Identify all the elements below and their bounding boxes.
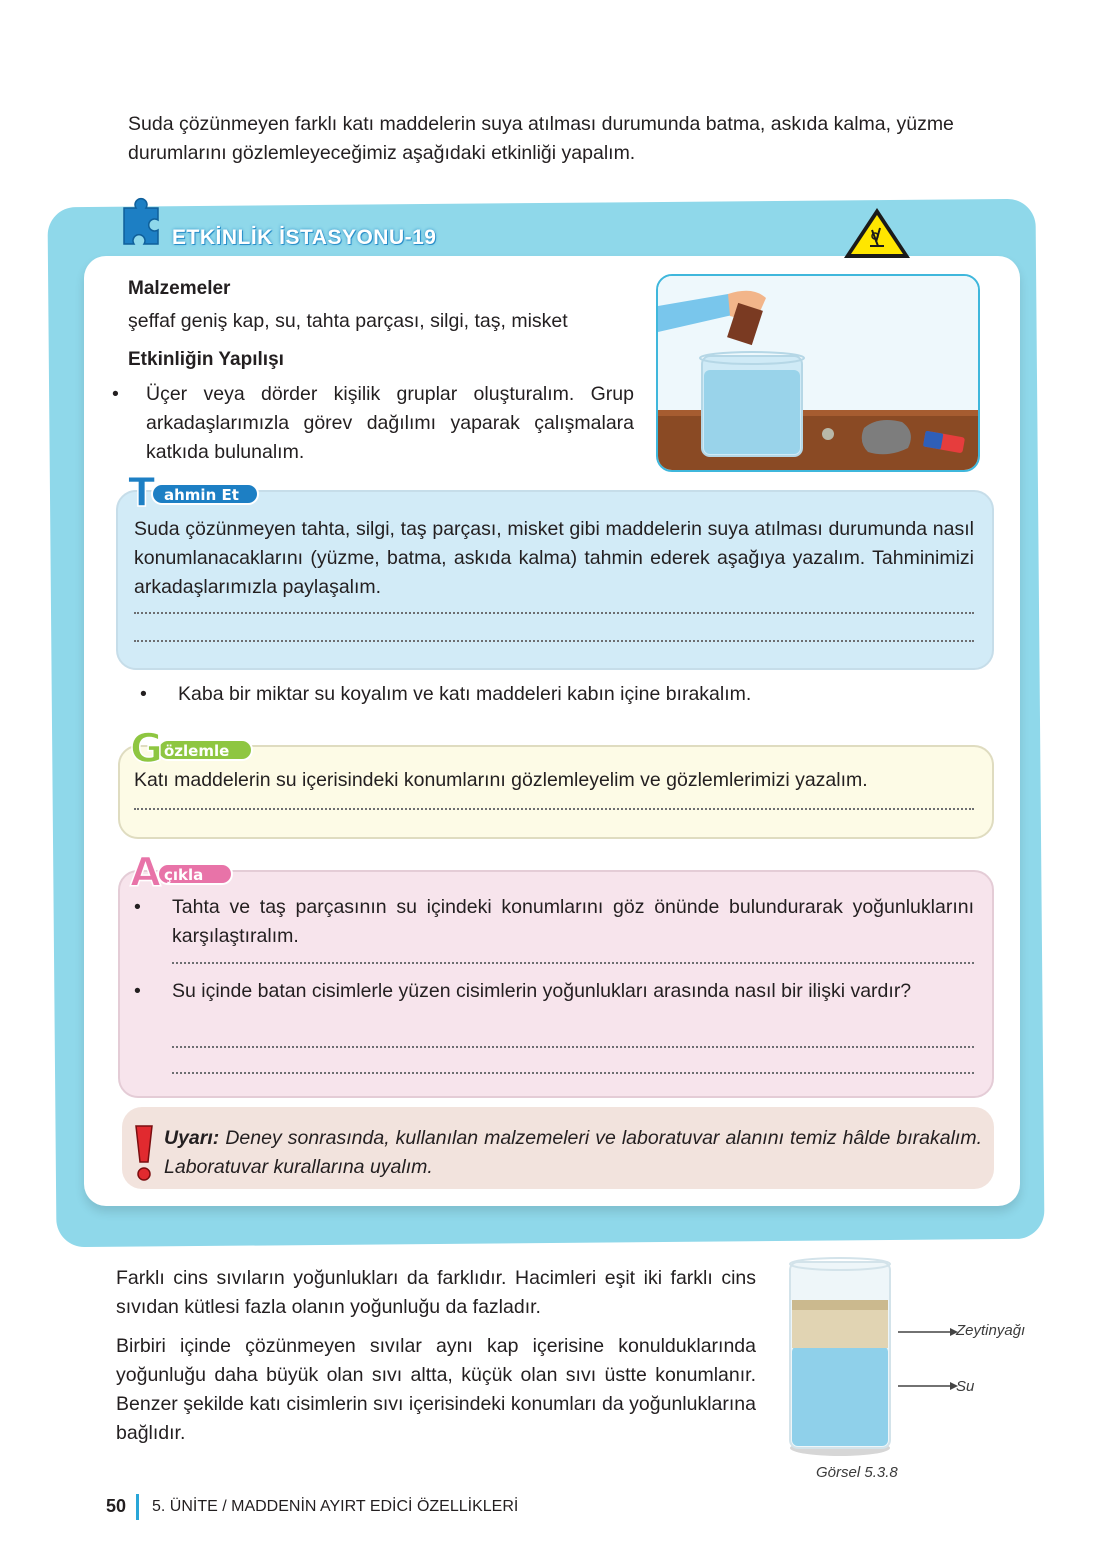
warning-body: Deney sonrasında, kullanılan malzemeleri ve laboratuvar alanını temiz hâlde bırakalım. Laboratuvar kurallarına uyalım.: [164, 1127, 982, 1178]
observe-initial: G: [130, 726, 163, 768]
observe-label: [128, 724, 258, 768]
explain-initial: A: [130, 850, 161, 892]
step2-bullet: • Kaba bir miktar su koyalım ve katı maddeleri kabın içine bırakalım.: [140, 680, 980, 709]
beaker-figure: [780, 1250, 960, 1460]
answer-line[interactable]: [134, 612, 974, 614]
explain-q2: • Su içinde batan cisimlerle yüzen cisimlerin yoğunlukları arasında nasıl bir ilişki vardır?: [134, 977, 974, 1006]
explain-q1-text: Tahta ve taş parçasının su içindeki konumlarını göz önünde bulundurarak yoğunluklarını karşılaştıralım.: [172, 896, 974, 947]
materials-text: şeffaf geniş kap, su, tahta parçası, silgi, taş, misket: [128, 310, 568, 332]
exclamation-icon: [132, 1122, 156, 1182]
answer-line[interactable]: [172, 1046, 974, 1048]
explain-q2-text: Su içinde batan cisimlerle yüzen cisimlerin yoğunlukları arasında nasıl bir ilişki vardır?: [172, 980, 912, 1002]
lower-text: [116, 1264, 756, 1448]
predict-label-rest: ahmin Et: [164, 486, 239, 504]
materials-heading: Malzemeler: [128, 278, 231, 299]
procedure-heading: Etkinliğin Yapılışı: [128, 349, 284, 370]
experiment-photo: [656, 274, 980, 472]
label-oil: Zeytinyağı: [956, 1322, 1026, 1339]
label-water: Su: [956, 1378, 975, 1395]
intro-paragraph: Suda çözünmeyen farklı katı maddelerin suya atılması durumunda batma, askıda kalma, yüzme durumlarını gözlemleyeceğimiz aşağıdaki etkinliği yapalım.: [128, 113, 954, 164]
lower-paragraph-2: Birbiri içinde çözünmeyen sıvılar aynı kap içerisine konulduklarında yoğunluğu daha büyük olan sıvı altta, küçük olan sıvı üstte konumlanır. Benzer şekilde katı cisimlerin sıvı içerisindeki konumları da yoğunluklarına bağlıdır.: [116, 1335, 756, 1444]
warning-label: Uyarı:: [164, 1127, 220, 1149]
procedure-bullet-text: Üçer veya dörder kişilik gruplar oluşturalım. Grup arkadaşlarımızla görev dağılımı yaparak çalışmalara katkıda bulunalım.: [146, 383, 634, 463]
predict-initial: T: [128, 470, 156, 512]
answer-line[interactable]: [172, 962, 974, 964]
footer-divider: [136, 1494, 139, 1520]
explain-q1: • Tahta ve taş parçasının su içindeki konumlarını göz önünde bulundurarak yoğunluklarını karşılaştıralım.: [134, 893, 974, 951]
answer-line[interactable]: [134, 808, 974, 810]
observe-text: Katı maddelerin su içerisindeki konumlarını gözlemleyelim ve gözlemlerimizi yazalım.: [134, 769, 868, 791]
procedure-bullet: • Üçer veya dörder kişilik gruplar oluşturalım. Grup arkadaşlarımızla görev dağılımı yaparak çalışmalara katkıda bulunalım.: [112, 380, 634, 467]
footer-unit-title: 5. ÜNİTE / MADDENİN AYIRT EDİCİ ÖZELLİKLERİ: [152, 1498, 519, 1515]
lower-paragraph-1: Farklı cins sıvıların yoğunlukları da farklıdır. Hacimleri eşit iki farklı cins sıvıdan kütlesi fazla olanın yoğunluğu da fazladır.: [116, 1267, 756, 1318]
step2-text: Kaba bir miktar su koyalım ve katı maddeleri kabın içine bırakalım.: [178, 683, 752, 705]
figure-caption: Görsel 5.3.8: [816, 1464, 898, 1481]
explain-label: [128, 848, 238, 892]
answer-line[interactable]: [172, 1072, 974, 1074]
explain-label-rest: çıkla: [164, 866, 204, 884]
answer-line[interactable]: [134, 640, 974, 642]
warning-text: [164, 1124, 982, 1182]
predict-label: [124, 468, 264, 512]
lab-hazard-icon: [842, 206, 912, 260]
page-number: 50: [106, 1496, 127, 1516]
station-title: ETKİNLİK İSTASYONU-19: [172, 226, 437, 249]
observe-label-rest: özlemle: [164, 742, 230, 760]
predict-text: Suda çözünmeyen tahta, silgi, taş parçası, misket gibi maddelerin suya atılması durumunda nasıl konumlanacaklarını (yüzme, batma, askıda kalma) tahmin ederek aşağıya yazalım. Tahminimizi arkadaşlarımızla paylaşalım.: [134, 518, 974, 598]
puzzle-icon: [116, 196, 168, 252]
